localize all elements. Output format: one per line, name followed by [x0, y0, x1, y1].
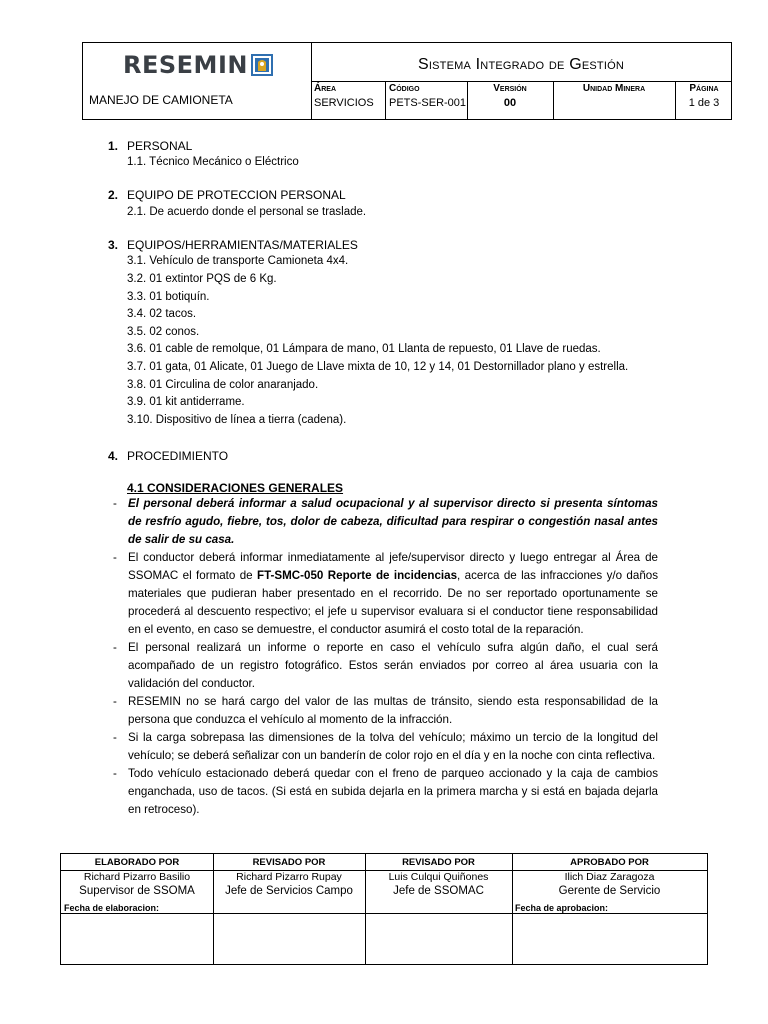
document-header [82, 42, 732, 120]
list-item: 3.10. Dispositivo de línea a tierra (cadena). [127, 414, 347, 426]
section-heading-epp: 2. EQUIPO DE PROTECCION PERSONAL [108, 188, 346, 202]
system-title: Sistema Integrado de Gestión [417, 56, 624, 73]
signer-name: Ilich Diaz Zaragoza [564, 871, 655, 883]
column-header: ELABORADO POR [94, 857, 180, 868]
list-item: - El personal deberá informar a salud ocupacional y al supervisor directo si presenta síntomas de resfrío agudo, fiebre, tos, dolor de cabeza, dificultad para respirar o congestión nasal antes de salir de su casa. [113, 497, 658, 546]
section-heading-personal: 1. PERSONAL [108, 139, 193, 153]
column-header: APROBADO POR [570, 857, 649, 868]
list-item: 1.1. Técnico Mecánico o Eléctrico [127, 156, 299, 168]
list-item: 3.8. 01 Circulina de color anaranjado. [127, 379, 319, 391]
signer-name: Richard Pizarro Basilio [83, 871, 191, 883]
signer-role: Gerente de Servicio [558, 885, 661, 897]
list-item: 3.9. 01 kit antiderrame. [127, 396, 245, 408]
page-number: 1 de 3 [688, 97, 720, 109]
unit-label: Unidad Minera [582, 83, 646, 94]
code-label: Código [389, 83, 420, 94]
column-header: REVISADO POR [252, 857, 326, 868]
section-heading-procedimiento: 4. PROCEDIMIENTO [108, 449, 229, 463]
subsection-heading: 4.1 CONSIDERACIONES GENERALES [127, 481, 344, 495]
list-item: 3.1. Vehículo de transporte Camioneta 4x4. [127, 255, 349, 267]
area-label: Área [314, 83, 337, 94]
page-label: Página [689, 83, 719, 94]
signer-role: Jefe de SSOMAC [393, 885, 484, 897]
code-value: PETS-SER-001 [389, 97, 467, 109]
form-code-reference: FT-SMC-050 Reporte de incidencias [257, 569, 458, 582]
approval-date-label: Fecha de aprobacion: [515, 903, 609, 913]
logo-emblem-icon [250, 53, 274, 77]
logo-text: RESEMIN [123, 51, 248, 79]
list-item: 3.6. 01 cable de remolque, 01 Lámpara de mano, 01 Llanta de repuesto, 01 Llave de ruedas. [127, 343, 601, 355]
list-item: 3.5. 02 conos. [127, 326, 200, 338]
header-divider [311, 81, 731, 82]
version-value: 00 [503, 97, 517, 109]
list-item: 3.3. 01 botiquín. [127, 291, 210, 303]
list-item: - El personal realizará un informe o reporte en caso el vehículo sufra algún daño, el cual será acompañado de un registro fotográfico. Estos serán enviados por correo al área usuaria con la validación del conductor. [113, 641, 658, 690]
list-item: 3.2. 01 extintor PQS de 6 Kg. [127, 273, 277, 285]
section-heading-equipos: 3. EQUIPOS/HERRAMIENTAS/MATERIALES [108, 238, 358, 252]
signer-role: Jefe de Servicios Campo [225, 885, 353, 897]
signer-role: Supervisor de SSOMA [79, 885, 195, 897]
signer-name: Luis Culqui Quiñones [388, 871, 489, 883]
signature-column-revisado-1 [213, 854, 365, 898]
signature-column-elaborado [61, 854, 213, 898]
list-item: - El conductor deberá informar inmediatamente al jefe/supervisor directo y luego entregar al Área de SSOMAC el formato de FT-SMC-050 Reporte de incidencias, acerca de las infracciones y/o daños materiales que pudieran haber presentado en el recorrido. De no ser reportado oportunamente se procederá al descuento respectivo; el jefe u supervisor evaluara si el conductor tiene responsabilidad en el evento, en caso se demuestre, el conductor asumirá el costo total de la reparación. [113, 551, 659, 636]
list-item: - RESEMIN no se hará cargo del valor de las multas de tránsito, siendo esta responsabilidad de la persona que conduzca el vehículo al momento de la infracción. [113, 695, 658, 726]
elaboration-date-label: Fecha de elaboracion: [64, 903, 160, 913]
list-item: - Si la carga sobrepasa las dimensiones de la tolva del vehículo; máximo un tercio de la longitud del vehículo; se deberá señalizar con un banderín de color rojo en el día y en la noche con cinta reflectiva. [113, 731, 658, 762]
area-value: SERVICIOS [314, 97, 374, 109]
signer-name: Richard Pizarro Rupay [236, 871, 342, 883]
signature-table [60, 853, 708, 965]
column-header: REVISADO POR [402, 857, 475, 868]
list-item: 2.1. De acuerdo donde el personal se traslade. [127, 206, 367, 218]
document-name: MANEJO DE CAMIONETA [89, 93, 233, 107]
signature-column-revisado-2 [365, 854, 512, 898]
company-logo [123, 50, 274, 80]
version-label: Versión [493, 83, 527, 94]
signature-column-aprobado [512, 854, 707, 898]
list-item: - Todo vehículo estacionado deberá quedar con el freno de parqueo accionado y la caja de cambios enganchada, uso de tacos. (Si está en subida dejarla en la primera marcha y si está en bajada dejarla en retroceso). [113, 767, 658, 816]
list-item: 3.7. 01 gata, 01 Alicate, 01 Juego de Llave mixta de 10, 12 y 14, 01 Destornillador plano y estrella. [127, 361, 629, 373]
considerations-list [113, 495, 658, 819]
list-item: 3.4. 02 tacos. [127, 308, 197, 320]
